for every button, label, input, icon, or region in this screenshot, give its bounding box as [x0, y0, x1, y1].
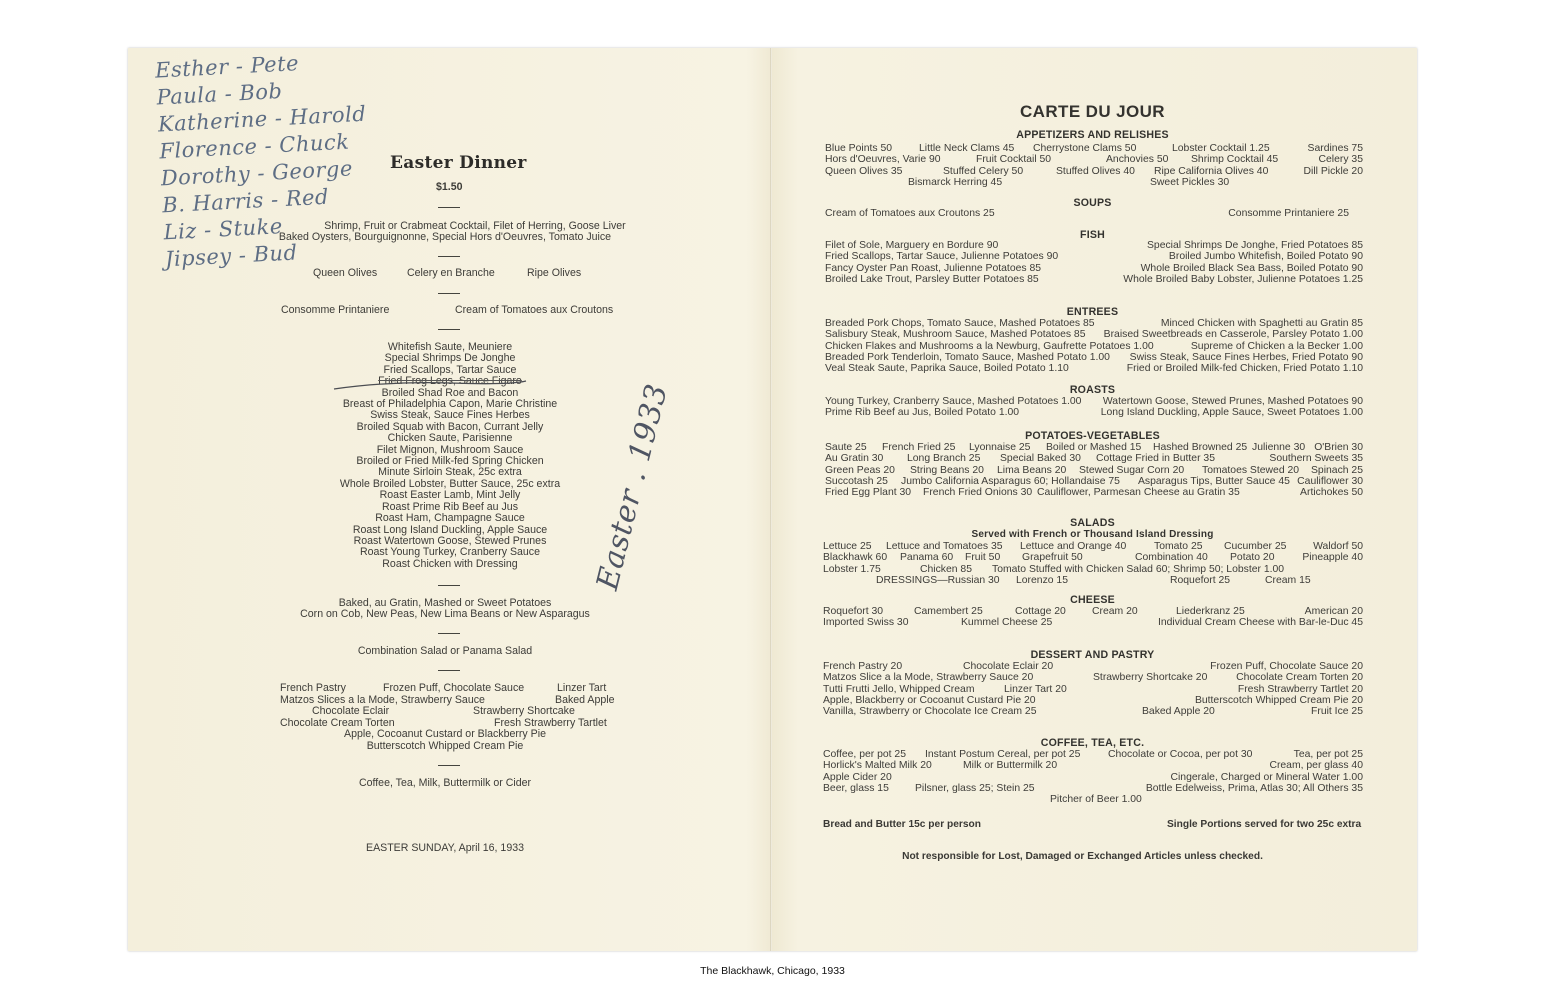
signature-line: Dorothy - George — [160, 156, 354, 191]
image-caption: The Blackhawk, Chicago, 1933 — [700, 965, 845, 977]
menu-item: American 20 — [1304, 606, 1363, 617]
menu-item: Bismarck Herring 45 — [908, 176, 1003, 188]
menu-item: Hors d'Oeuvres, Varie 90 — [825, 154, 941, 166]
menu-item: Succotash 25 — [825, 475, 888, 487]
signature-line: Katherine - Harold — [157, 101, 367, 137]
menu-item: Jumbo California Asparagus 60; Hollandaise 75 — [901, 475, 1120, 487]
menu-item: Pineapple 40 — [1302, 552, 1363, 564]
relish-item: Queen Olives — [313, 267, 378, 279]
entree-item: Roast Chicken with Dressing — [382, 557, 518, 570]
signature-line: Esther - Pete — [154, 51, 300, 83]
cheese-block — [820, 606, 1365, 629]
menu-item: Waldorf 50 — [1313, 541, 1363, 552]
menu-item: Breaded Pork Chops, Tomato Sauce, Mashed Potatoes 85 — [825, 318, 1095, 329]
entree-item: Whitefish Saute, Meuniere — [387, 341, 513, 353]
menu-item: Liederkranz 25 — [1176, 606, 1245, 617]
pen-strike-mark — [330, 377, 530, 393]
menu-item: Cauliflower 30 — [1297, 475, 1363, 487]
menu-item: Fruit Ice 25 — [1311, 706, 1363, 718]
date-footer: EASTER SUNDAY, April 16, 1933 — [366, 842, 524, 854]
menu-item: Special Shrimps De Jonghe, Fried Potatoes 85 — [1146, 240, 1363, 251]
menu-item: Fresh Strawberry Tartlet 20 — [1237, 683, 1363, 695]
menu-item: Ripe California Olives 40 — [1154, 165, 1269, 177]
menu-item: Milk or Buttermilk 20 — [963, 760, 1058, 772]
menu-item: Horlick's Malted Milk 20 — [823, 760, 932, 772]
menu-item: Lettuce and Tomatoes 35 — [886, 541, 1003, 552]
divider — [438, 670, 460, 671]
menu-item: Boiled or Mashed 15 — [1046, 442, 1142, 453]
entree-item: Roast Ham, Champagne Sauce — [375, 512, 525, 525]
dessert-block — [820, 661, 1365, 717]
appetizer-lines — [230, 221, 660, 244]
fish-heading: FISH — [1080, 229, 1105, 241]
entree-item: Filet Mignon, Mushroom Sauce — [376, 443, 524, 456]
appetizers-heading: APPETIZERS AND RELISHES — [1016, 129, 1169, 141]
menu-item: Artichokes 50 — [1300, 487, 1363, 499]
potatoes-block — [820, 442, 1365, 498]
divider — [438, 256, 460, 257]
menu-item: French Fried 25 — [882, 442, 956, 453]
potato-lines — [230, 598, 660, 621]
menu-item: Tea, per pot 25 — [1293, 749, 1363, 760]
menu-item: Supreme of Chicken a la Becker 1.00 — [1190, 340, 1363, 352]
menu-item: Cingerale, Charged or Mineral Water 1.00 — [1170, 771, 1363, 783]
salad-line: Combination Salad or Panama Salad — [357, 645, 533, 657]
menu-item: Sardines 75 — [1307, 143, 1363, 154]
dessert-item: Chocolate Cream Torten — [280, 717, 395, 729]
menu-item: Roquefort 25 — [1170, 574, 1231, 586]
menu-item: Lima Beans 20 — [997, 464, 1067, 476]
menu-item: Salisbury Steak, Mushroom Sauce, Mashed Potatoes 85 — [825, 329, 1086, 341]
dinner-price: $1.50 — [436, 181, 463, 193]
menu-item: Cottage 20 — [1015, 606, 1066, 617]
dessert-heading: DESSERT AND PASTRY — [1030, 649, 1155, 661]
menu-item: Camembert 25 — [914, 606, 983, 617]
entree-item: Roast Long Island Duckling, Apple Sauce — [352, 523, 548, 536]
appetizer-line: Shrimp, Fruit or Crabmeat Cocktail, Filet of Herring, Goose Liver — [324, 220, 626, 232]
divider — [438, 293, 460, 294]
menu-item: Vanilla, Strawberry or Chocolate Ice Cream 25 — [823, 706, 1037, 718]
menu-item: French Fried Onions 30 — [923, 487, 1033, 499]
menu-item: Cream 15 — [1265, 574, 1311, 586]
menu-item: Southern Sweets 35 — [1269, 453, 1363, 465]
divider — [438, 765, 460, 766]
menu-item: Stuffed Olives 40 — [1056, 165, 1135, 177]
disclaimer: Not responsible for Lost, Damaged or Exchanged Articles unless checked. — [902, 851, 1263, 862]
menu-item: Whole Broiled Black Sea Bass, Boiled Potato 90 — [1140, 262, 1363, 274]
dessert-item: Strawberry Shortcake — [473, 705, 575, 717]
coffee-block — [820, 749, 1365, 805]
roasts-block — [820, 396, 1365, 419]
potato-line: Corn on Cob, New Peas, New Lima Beans or New Asparagus — [300, 608, 590, 621]
menu-item: Whole Broiled Baby Lobster, Julienne Potatoes 1.25 — [1123, 273, 1363, 285]
menu-item: Frozen Puff, Chocolate Sauce 20 — [1210, 661, 1363, 672]
menu-item: Little Neck Clams 45 — [919, 143, 1015, 154]
menu-item: Chocolate or Cocoa, per pot 30 — [1108, 749, 1253, 760]
entree-item: Minute Sirloin Steak, 25c extra — [378, 466, 522, 479]
menu-item: Spinach 25 — [1311, 464, 1363, 476]
entree-item: Roast Easter Lamb, Mint Jelly — [379, 489, 521, 502]
menu-item: Cream of Tomatoes aux Croutons 25 — [825, 208, 995, 219]
appetizers-block — [820, 143, 1365, 188]
signature-line: Paula - Bob — [155, 78, 283, 110]
menu-item: DRESSINGS—Russian 30 — [876, 574, 1000, 586]
entree-item: Roast Prime Rib Beef au Jus — [381, 500, 518, 513]
menu-item: Apple Cider 20 — [823, 771, 892, 783]
menu-item: Swiss Steak, Sauce Fines Herbes, Fried Potato 90 — [1129, 351, 1363, 363]
menu-item: Grapefruit 50 — [1022, 552, 1083, 564]
signature-line: Florence - Chuck — [158, 129, 350, 164]
salads-heading: SALADS — [1070, 517, 1115, 529]
menu-item: Apple, Blackberry or Cocoanut Custard Pie 20 — [823, 694, 1036, 706]
menu-item: Kummel Cheese 25 — [961, 617, 1053, 629]
menu-item: Fruit 50 — [965, 552, 1001, 564]
dessert-item: Linzer Tart — [557, 682, 607, 694]
entree-item: Chicken Saute, Parisienne — [387, 432, 513, 445]
menu-item: Tomato Stuffed with Chicken Salad 60; Shrimp 50; Lobster 1.00 — [992, 563, 1285, 575]
menu-item: Combination 40 — [1135, 552, 1208, 564]
menu-item: String Beans 20 — [910, 464, 984, 476]
menu-item: Green Peas 20 — [825, 464, 895, 476]
menu-item: Prime Rib Beef au Jus, Boiled Potato 1.00 — [825, 407, 1020, 419]
entrees-heading: ENTREES — [1066, 306, 1119, 318]
entrees-block — [820, 318, 1365, 374]
menu-item: Broiled Lake Trout, Parsley Butter Potatoes 85 — [825, 273, 1039, 285]
menu-item: Matzos Slice a la Mode, Strawberry Sauce 20 — [823, 672, 1034, 684]
menu-item: Chicken 85 — [920, 563, 972, 575]
dessert-item: Fresh Strawberry Tartlet — [494, 717, 607, 729]
menu-item: Saute 25 — [825, 442, 867, 453]
entree-item: Broiled or Fried Milk-fed Spring Chicken — [356, 455, 544, 468]
beverages-line: Coffee, Tea, Milk, Buttermilk or Cider — [358, 777, 532, 789]
menu-item: Chicken Flakes and Mushrooms a la Newburg, Gaufrette Potatoes 1.00 — [825, 340, 1154, 352]
salads-subheading: Served with French or Thousand Island Dressing — [971, 529, 1214, 540]
easter-dinner-title: Easter Dinner — [390, 153, 527, 173]
menu-item: Stuffed Celery 50 — [943, 165, 1024, 177]
menu-item: French Pastry 20 — [823, 661, 903, 672]
entree-item: Whole Broiled Lobster, Butter Sauce, 25c extra — [339, 477, 561, 490]
menu-item: Lobster Cocktail 1.25 — [1172, 143, 1270, 154]
menu-item: Stewed Sugar Corn 20 — [1079, 464, 1185, 476]
menu-item: Linzer Tart 20 — [1004, 683, 1067, 695]
menu-item: Shrimp Cocktail 45 — [1191, 154, 1279, 166]
menu-item: Butterscotch Whipped Cream Pie 20 — [1194, 694, 1363, 706]
menu-item: Pitcher of Beer 1.00 — [1050, 794, 1142, 806]
soup-item: Consomme Printaniere — [281, 304, 390, 316]
dessert-item: Butterscotch Whipped Cream Pie — [366, 740, 524, 752]
menu-item: Au Gratin 30 — [825, 453, 884, 465]
relish-item: Ripe Olives — [527, 267, 582, 279]
menu-item: Special Baked 30 — [1000, 453, 1081, 465]
menu-item: Cherrystone Clams 50 — [1033, 143, 1137, 154]
salads-block — [820, 541, 1365, 586]
menu-item: Veal Steak Saute, Paprika Sauce, Boiled Potato 1.10 — [825, 363, 1069, 375]
menu-item: Blackhawk 60 — [823, 552, 888, 564]
entree-item: Broiled Squab with Bacon, Currant Jelly — [356, 420, 544, 433]
center-fold — [770, 48, 772, 951]
menu-item: Cream, per glass 40 — [1269, 760, 1363, 772]
menu-item: Baked Apple 20 — [1142, 706, 1215, 718]
entree-item: Special Shrimps De Jonghe — [384, 352, 516, 365]
menu-item: Dill Pickle 20 — [1303, 165, 1363, 177]
menu-item: Fried Egg Plant 30 — [825, 487, 912, 499]
relish-item: Celery en Branche — [407, 267, 495, 279]
menu-item: Cream 20 — [1092, 606, 1138, 617]
divider — [438, 329, 460, 330]
menu-item: Chocolate Cream Torten 20 — [1236, 672, 1363, 684]
menu-item: Tutti Frutti Jello, Whipped Cream — [823, 683, 975, 695]
menu-item: Lorenzo 15 — [1016, 574, 1068, 586]
roasts-heading: ROASTS — [1069, 384, 1116, 396]
portions-note: Single Portions served for two 25c extra — [1167, 819, 1362, 830]
menu-item: Filet of Sole, Marguery en Bordure 90 — [825, 240, 999, 251]
menu-item: Tomatoes Stewed 20 — [1202, 464, 1300, 476]
menu-item: Asparagus Tips, Butter Sauce 45 — [1138, 475, 1290, 487]
soup-item: Cream of Tomatoes aux Croutons — [455, 304, 614, 316]
dessert-item: French Pastry — [280, 682, 346, 694]
menu-item: Tomato 25 — [1154, 541, 1203, 552]
dessert-item: Apple, Cocoanut Custard or Blackberry Pie — [344, 728, 546, 740]
bread-note: Bread and Butter 15c per person — [823, 819, 981, 830]
menu-item: Sweet Pickles 30 — [1150, 176, 1230, 188]
menu-item: Roquefort 30 — [823, 606, 884, 617]
signature-line: Liz - Stuke — [163, 214, 284, 245]
menu-item: Blue Points 50 — [825, 143, 893, 154]
potato-line: Baked, au Gratin, Mashed or Sweet Potatoes — [338, 597, 552, 609]
menu-item: Instant Postum Cereal, per pot 25 — [925, 749, 1081, 760]
menu-item: Individual Cream Cheese with Bar-le-Duc 45 — [1157, 617, 1363, 629]
menu-item: Breaded Pork Tenderloin, Tomato Sauce, Mashed Potato 1.00 — [825, 351, 1110, 363]
menu-item: Broiled Jumbo Whitefish, Boiled Potato 90 — [1168, 251, 1363, 263]
menu-item: Anchovies 50 — [1106, 154, 1169, 166]
menu-item: Imported Swiss 30 — [823, 617, 909, 629]
menu-item: Consomme Printaniere 25 — [1228, 208, 1349, 219]
dessert-item: Chocolate Eclair — [312, 705, 390, 717]
appetizer-line: Baked Oysters, Bourguignonne, Special Hors d'Oeuvres, Tomato Juice — [278, 231, 612, 244]
menu-item: Strawberry Shortcake 20 — [1093, 672, 1208, 684]
menu-item: Cauliflower, Parmesan Cheese au Gratin 35 — [1037, 487, 1240, 499]
entree-item-crossed-out: Fried Frog Legs, Sauce Figaro — [378, 375, 522, 388]
menu-item: Minced Chicken with Spaghetti au Gratin 85 — [1160, 318, 1363, 329]
menu-item: Potato 20 — [1230, 552, 1275, 564]
menu-item: Fruit Cocktail 50 — [976, 154, 1052, 166]
divider — [438, 207, 460, 208]
divider — [438, 633, 460, 634]
entree-item: Broiled Shad Roe and Bacon — [381, 386, 519, 399]
divider — [438, 585, 460, 586]
menu-item: Queen Olives 35 — [825, 165, 903, 177]
entree-item: Roast Young Turkey, Cranberry Sauce — [360, 546, 540, 559]
menu-item: Bottle Edelweiss, Prima, Atlas 30; All Others 35 — [1145, 782, 1363, 794]
menu-item: Cucumber 25 — [1224, 541, 1287, 552]
dessert-item: Baked Apple — [555, 694, 615, 706]
carte-du-jour-title: CARTE DU JOUR — [1020, 102, 1165, 121]
entree-item: Breast of Philadelphia Capon, Marie Christine — [342, 398, 558, 411]
menu-item: Watertown Goose, Stewed Prunes, Mashed Potatoes 90 — [1102, 396, 1363, 407]
menu-item: O'Brien 30 — [1314, 442, 1363, 453]
signature-line: B. Harris - Red — [161, 184, 330, 218]
menu-item: Long Island Duckling, Apple Sauce, Sweet Potatoes 1.00 — [1100, 407, 1363, 419]
soups-heading: SOUPS — [1073, 197, 1112, 209]
menu-item: Chocolate Eclair 20 — [963, 661, 1054, 672]
menu-item: Long Branch 25 — [907, 453, 981, 465]
fish-block — [820, 240, 1365, 285]
dessert-item: Matzos Slices a la Mode, Strawberry Sauce — [280, 694, 485, 706]
coffee-heading: COFFEE, TEA, ETC. — [1040, 737, 1145, 749]
menu-item: Lobster 1.75 — [823, 563, 881, 575]
menu-item: Young Turkey, Cranberry Sauce, Mashed Potatoes 1.00 — [825, 396, 1082, 407]
menu-item: Braised Sweetbreads en Casserole, Parsley Potato 1.00 — [1103, 329, 1363, 341]
menu-item: Fancy Oyster Pan Roast, Julienne Potatoes 85 — [825, 262, 1042, 274]
menu-item: Celery 35 — [1318, 154, 1363, 166]
menu-item: Julienne 30 — [1252, 442, 1306, 453]
soups-block — [820, 208, 1365, 219]
menu-item: Hashed Browned 25 — [1153, 442, 1248, 453]
menu-item: Cottage Fried in Butter 35 — [1096, 453, 1215, 465]
menu-item: Beer, glass 15 — [823, 782, 889, 794]
dessert-item: Frozen Puff, Chocolate Sauce — [383, 682, 525, 694]
signature-line: Jipsey - Bud — [164, 240, 299, 272]
menu-item: Lettuce 25 — [823, 541, 872, 552]
menu-item: Panama 60 — [900, 552, 954, 564]
menu-item: Fried or Broiled Milk-fed Chicken, Fried Potato 1.10 — [1126, 363, 1363, 375]
entree-item: Roast Watertown Goose, Stewed Prunes — [353, 534, 547, 547]
handwritten-margin-note: Easter . 1933 — [590, 380, 675, 594]
entree-item: Fried Scallops, Tartar Sauce — [383, 363, 517, 376]
entree-item: Swiss Steak, Sauce Fines Herbes — [370, 409, 530, 422]
menu-item: Lettuce and Orange 40 — [1020, 541, 1127, 552]
menu-item: Pilsner, glass 25; Stein 25 — [915, 782, 1035, 794]
cheese-heading: CHEESE — [1070, 594, 1115, 606]
menu-item: Coffee, per pot 25 — [823, 749, 906, 760]
menu-item: Fried Scallops, Tartar Sauce, Julienne Potatoes 90 — [825, 251, 1059, 263]
potatoes-heading: POTATOES-VEGETABLES — [1025, 430, 1160, 442]
menu-item: Lyonnaise 25 — [969, 442, 1031, 453]
